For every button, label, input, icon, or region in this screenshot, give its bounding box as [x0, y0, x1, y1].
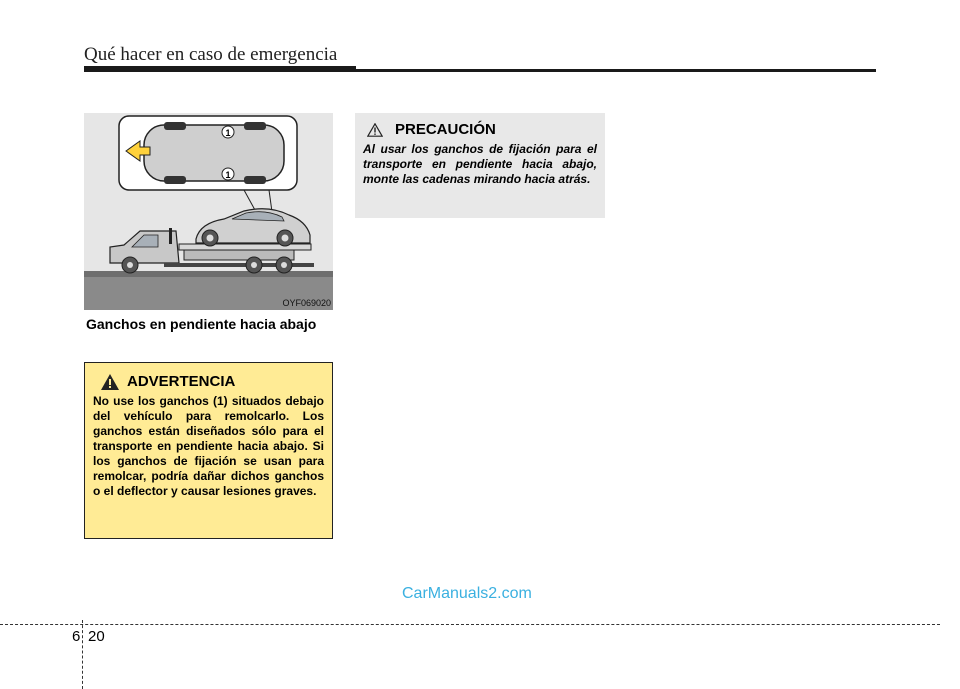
page-number: 20 [88, 628, 105, 645]
towing-illustration [84, 113, 333, 310]
warning-triangle-icon [101, 374, 119, 390]
warning-title: ADVERTENCIA [127, 373, 236, 390]
hook-marker-rear [222, 168, 234, 180]
caution-text: Al usar los ganchos de fijación para el transporte en pendiente hacia abajo, monte las cadenas mirando hacia atrás. [363, 142, 597, 186]
caution-box [355, 113, 605, 218]
hook-marker-front [222, 126, 234, 138]
car-top-view [144, 125, 284, 181]
page-header-title: Qué hacer en caso de emergencia [84, 44, 338, 65]
flatbed [179, 244, 311, 250]
header-rule-thin [356, 69, 876, 72]
header-rule-thick [84, 66, 356, 72]
caution-triangle-icon [367, 123, 383, 137]
footer-divider [82, 620, 83, 689]
flatbed-truck-diagram [84, 113, 333, 310]
caution-title: PRECAUCIÓN [395, 121, 496, 138]
warning-text: No use los ganchos (1) situados debajo del vehículo para remolcarlo. Los ganchos están diseñados sólo para el transporte en pendiente hacia abajo. Si los ganchos de fijación se usan para remolcar, podría dañar dichos ganchos o el deflector y causar lesiones graves. [93, 394, 324, 498]
watermark-link[interactable]: CarManuals2.com [402, 585, 532, 602]
warning-box [84, 362, 333, 539]
svg-text:1: 1 [225, 128, 231, 138]
warning-header [101, 373, 324, 390]
caution-header [367, 121, 597, 138]
section-number: 6 [72, 628, 81, 645]
footer-rule [0, 624, 940, 625]
figure-code: OYF069020 [282, 298, 331, 308]
svg-text:1: 1 [225, 170, 231, 180]
figure-caption: Ganchos en pendiente hacia abajo [86, 316, 317, 332]
